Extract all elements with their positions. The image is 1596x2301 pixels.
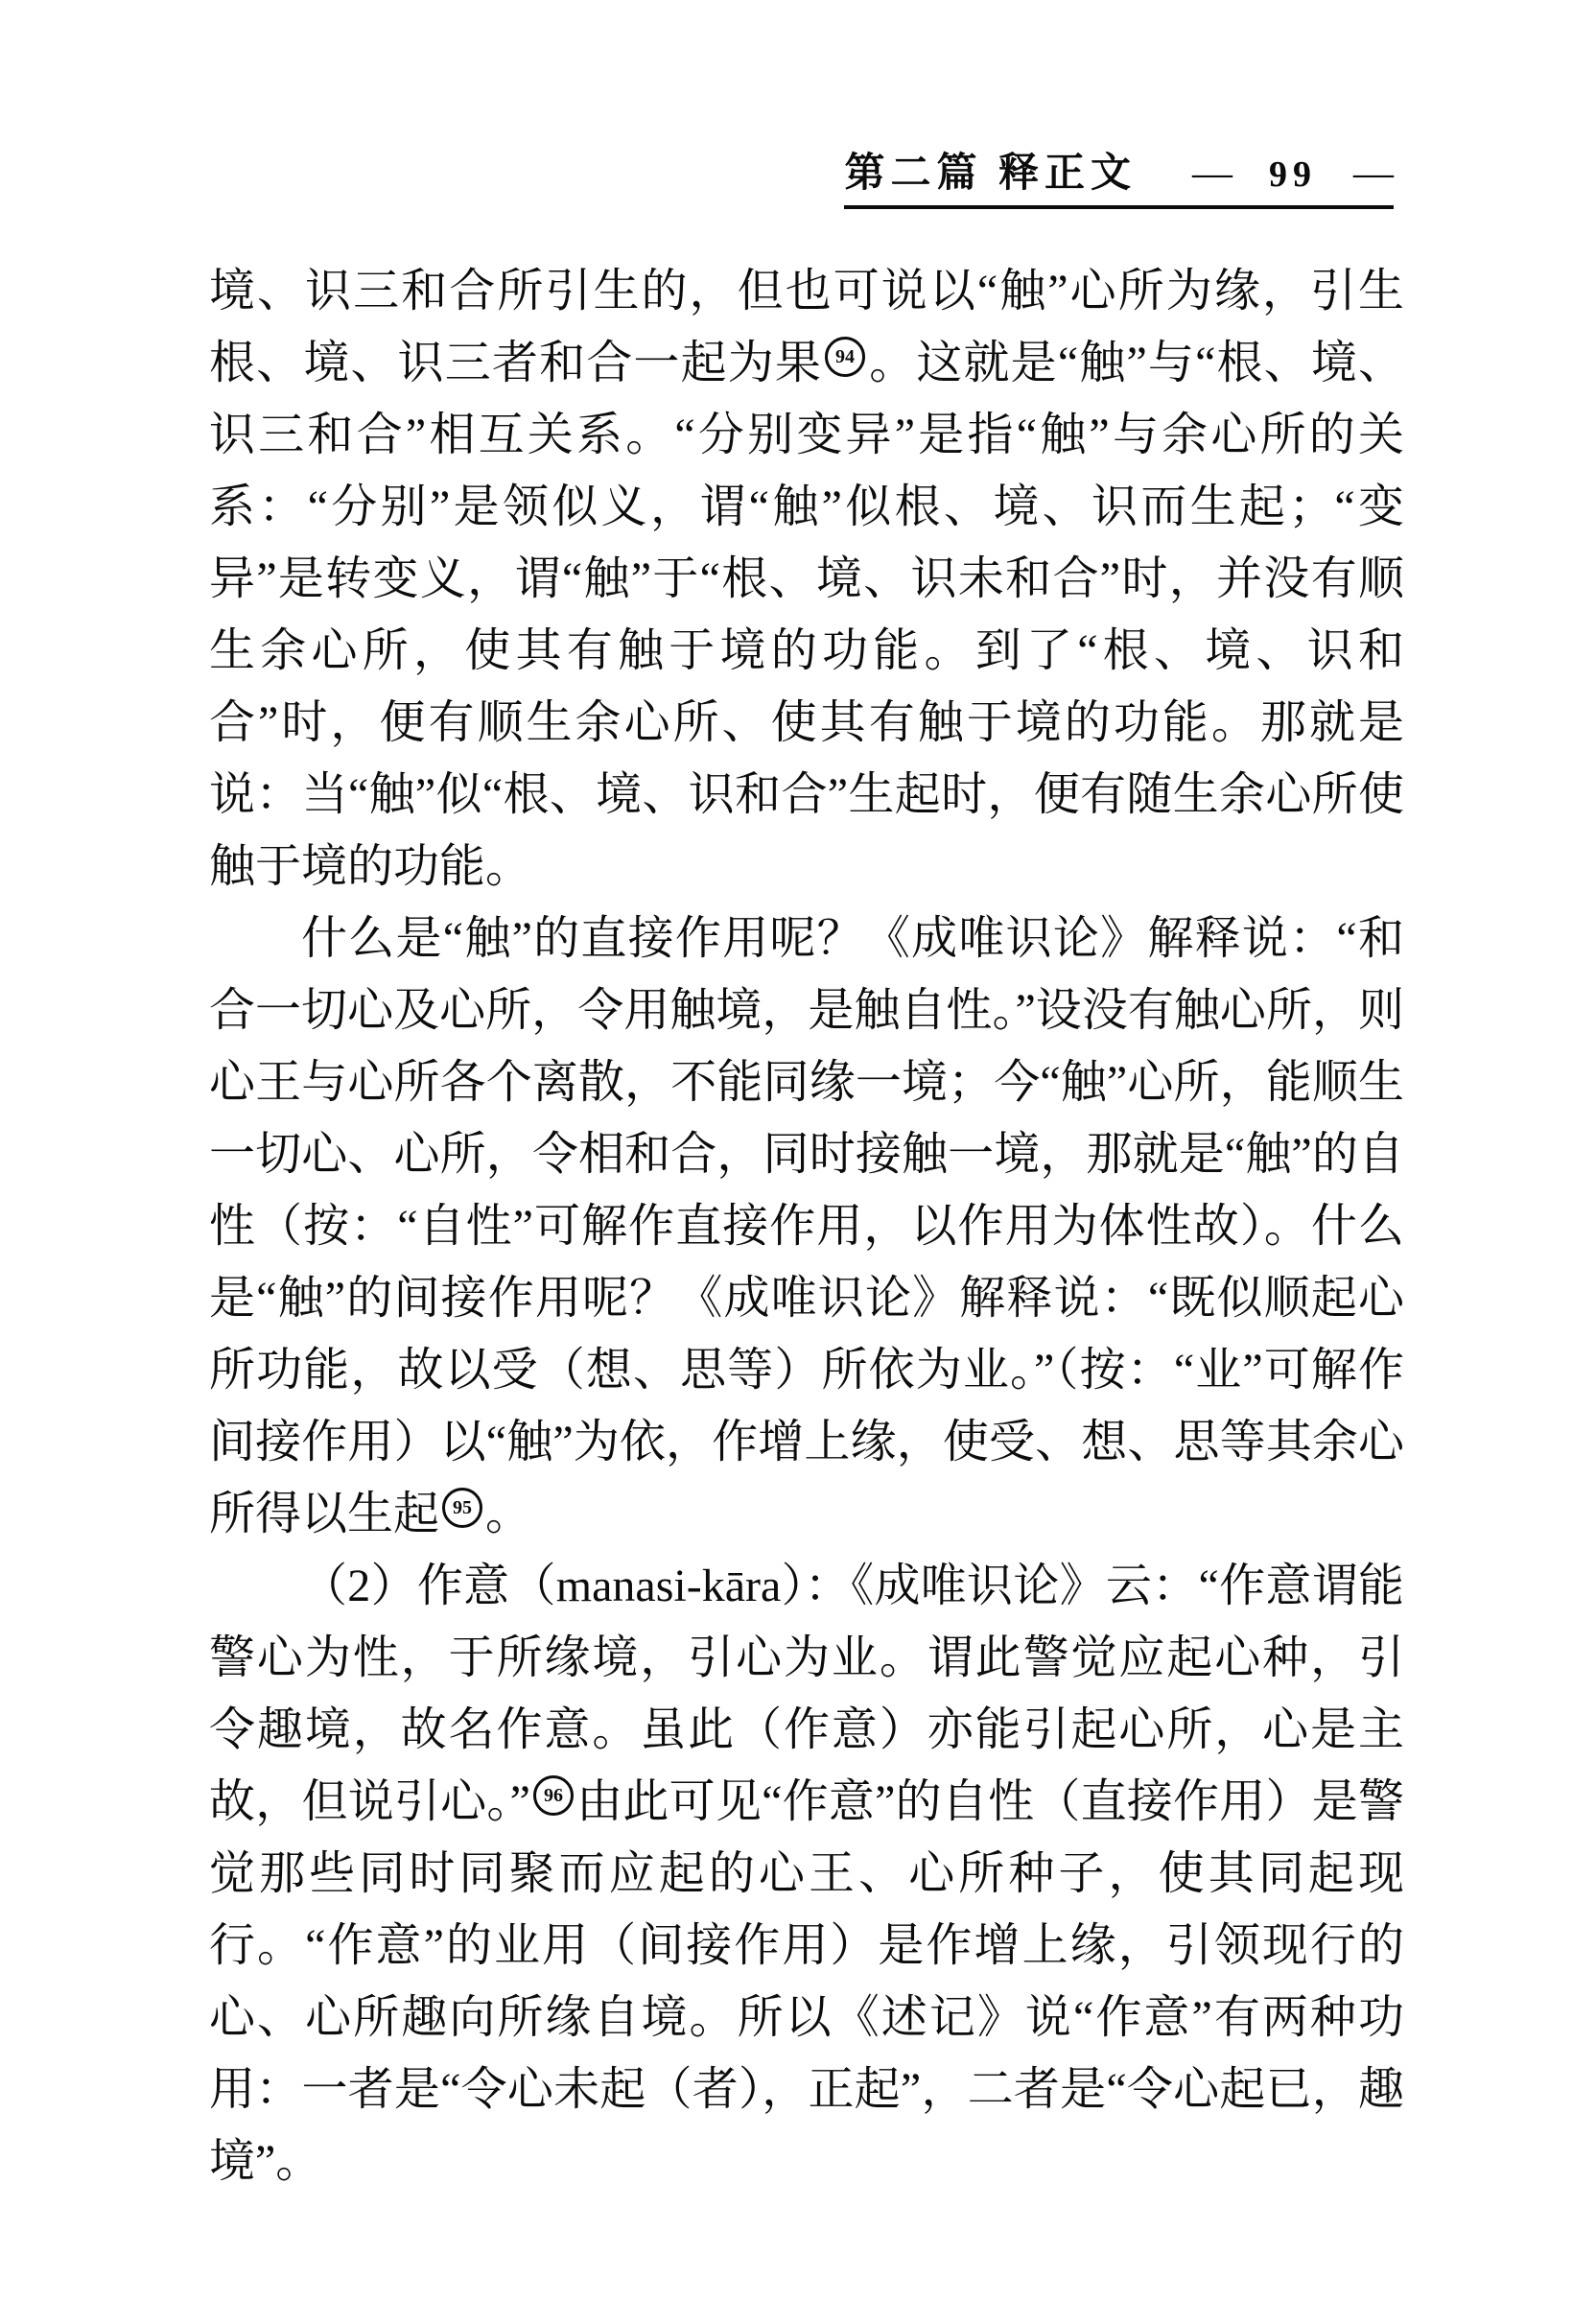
text-run: （2）作意（manasi-kāra）：《成唯识论》云：“作意谓能警心为性，于所缘境，引心为业。谓此警觉应起心种，引令趣境，故名作意。虽此（作意）亦能引起心所，心是主故，但说引心。” — [209, 1561, 1404, 1827]
text-run: 什么是“触”的直接作用呢？《成唯识论》解释说：“和合一切心及心所，令用触境，是触自性。”设没有触心所，则心王与心所各个离散，不能同缘一境；今“触”心所，能顺生一切心、心所，令相和合，同时接触一境，那就是“触”的自性（按：“自性”可解作直接作用，以作用为体性故）。什么是“触”的间接作用呢？《成唯识论》解释说：“既似顺起心所功能，故以受（想、思等）所依为业。”（按：“业”可解作间接作用）以“触”为依，作增上缘，使受、想、思等其余心所得以生起 — [209, 913, 1404, 1539]
text-block — [209, 255, 1404, 2197]
section-title: 第二篇 释正文 — [844, 152, 1137, 196]
paragraph — [209, 1550, 1404, 2197]
page-number: 99 — [1269, 154, 1317, 195]
text-run: 由此可见“作意”的自性（直接作用）是警觉那些同时同聚而应起的心王、心所种子，使其同起现行。“作意”的业用（间接作用）是作增上缘，引领现行的心、心所趣向所缘自境。所以《述记》说“作意”有两种功用：一者是“令心未起（者），正起”，二者是“令心起已，趣境”。 — [209, 1776, 1404, 2187]
footnote-marker: 95 — [442, 1488, 482, 1528]
footnote-marker: 96 — [533, 1775, 574, 1816]
text-run: 。 — [485, 1489, 532, 1539]
footnote-marker: 94 — [825, 337, 865, 377]
header-dash-left: — — [1192, 152, 1232, 196]
text-run: 境、识三和合所引生的，但也可说以“触”心所为缘，引生根、境、识三者和合一起为果 — [209, 266, 1404, 388]
header-dash-right: — — [1353, 152, 1394, 196]
paragraph — [209, 903, 1404, 1550]
text-run: 。这就是“触”与“根、境、识三和合”相互关系。“分别变异”是指“触”与余心所的关系：“分别”是领似义，谓“触”似根、境、识而生起；“变异”是转变义，谓“触”于“根、境、识未和合”时，并没有顺生余心所，使其有触于境的功能。到了“根、境、识和合”时，便有顺生余心所、使其有触于境的功能。那就是说：当“触”似“根、境、识和合”生起时，便有随生余心所使触于境的功能。 — [209, 338, 1404, 892]
paragraph — [209, 255, 1404, 903]
running-header — [844, 153, 1394, 209]
